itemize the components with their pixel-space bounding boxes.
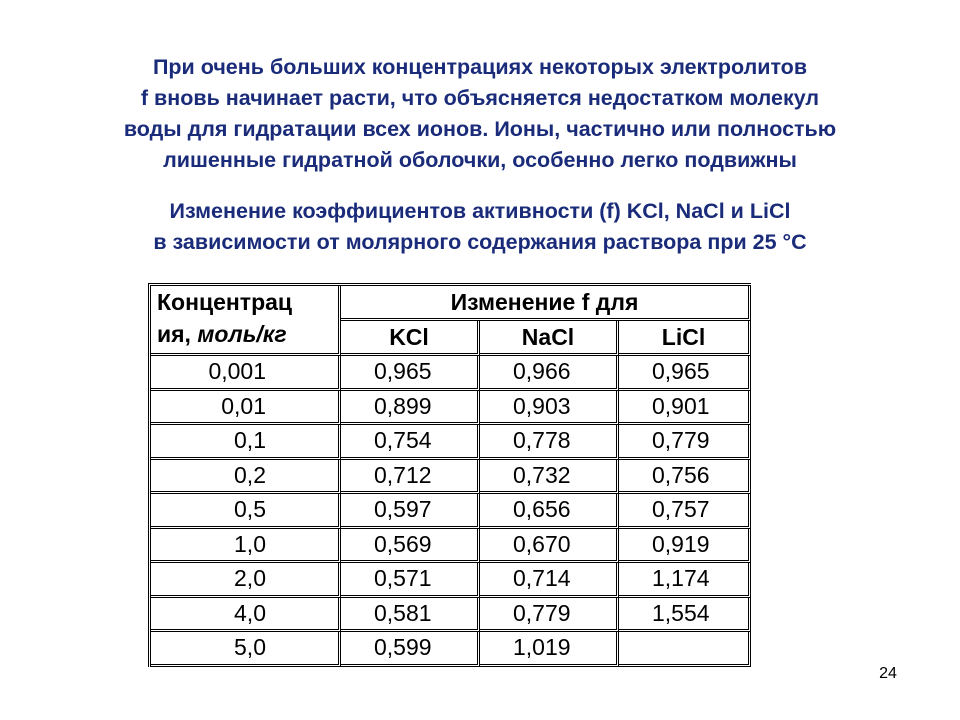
cell-kcl: 0,597 — [341, 494, 480, 529]
cell-conc: 2,0 — [151, 563, 341, 598]
cell-conc: 0,01 — [151, 391, 341, 426]
header-concentration — [151, 286, 341, 356]
activity-coefficient-table — [148, 283, 751, 667]
cell-licl: 0,756 — [619, 460, 751, 495]
cell-conc: 5,0 — [151, 632, 341, 667]
table-row — [151, 425, 751, 460]
header-kcl: KCl — [341, 321, 480, 356]
intro-line: лишенные гидратной оболочки, особенно легко подвижны — [163, 148, 797, 172]
cell-kcl: 0,569 — [341, 529, 480, 564]
header-change-f: Изменение f для — [341, 286, 751, 321]
header-licl: LiCl — [619, 321, 751, 356]
header-conc-prefix: ия, — [157, 321, 198, 347]
cell-kcl: 0,581 — [341, 598, 480, 633]
cell-kcl: 0,754 — [341, 425, 480, 460]
table-row — [151, 494, 751, 529]
cell-nacl: 0,714 — [480, 563, 619, 598]
cell-conc: 4,0 — [151, 598, 341, 633]
cell-nacl: 1,019 — [480, 632, 619, 667]
table-row — [151, 598, 751, 633]
cell-conc: 0,001 — [151, 356, 341, 391]
cell-nacl: 0,670 — [480, 529, 619, 564]
cell-licl: 0,965 — [619, 356, 751, 391]
intro-paragraph — [0, 52, 960, 176]
page-number: 24 — [879, 665, 897, 682]
header-nacl: NaCl — [480, 321, 619, 356]
caption-line: Изменение коэффициентов активности (f) KCl, NaCl и LiCl — [169, 199, 791, 223]
cell-licl: 0,757 — [619, 494, 751, 529]
cell-licl: 0,779 — [619, 425, 751, 460]
table-row — [151, 563, 751, 598]
header-conc-line2 — [157, 319, 338, 349]
cell-conc: 0,2 — [151, 460, 341, 495]
cell-kcl: 0,712 — [341, 460, 480, 495]
table-row — [151, 391, 751, 426]
cell-nacl: 0,779 — [480, 598, 619, 633]
cell-nacl: 0,656 — [480, 494, 619, 529]
cell-nacl: 0,732 — [480, 460, 619, 495]
table-row — [151, 632, 751, 667]
table-row — [151, 460, 751, 495]
cell-nacl: 0,966 — [480, 356, 619, 391]
intro-line: воды для гидратации всех ионов. Ионы, частично или полностью — [123, 117, 837, 141]
cell-kcl: 0,899 — [341, 391, 480, 426]
caption-line: в зависимости от молярного содержания раствора при 25 °С — [153, 230, 807, 254]
cell-kcl: 0,965 — [341, 356, 480, 391]
cell-kcl: 0,599 — [341, 632, 480, 667]
cell-licl: 1,554 — [619, 598, 751, 633]
header-conc-line1: Концентрац — [157, 289, 293, 315]
cell-conc: 1,0 — [151, 529, 341, 564]
intro-line: При очень больших концентрациях некоторых электролитов — [152, 55, 808, 79]
cell-licl: 0,919 — [619, 529, 751, 564]
header-conc-unit: моль/кг — [197, 321, 287, 347]
cell-kcl: 0,571 — [341, 563, 480, 598]
cell-licl — [619, 632, 751, 667]
cell-conc: 0,5 — [151, 494, 341, 529]
table-row — [151, 529, 751, 564]
cell-conc: 0,1 — [151, 425, 341, 460]
cell-licl: 0,901 — [619, 391, 751, 426]
table-caption — [0, 196, 960, 258]
cell-licl: 1,174 — [619, 563, 751, 598]
cell-nacl: 0,778 — [480, 425, 619, 460]
intro-line: f вновь начинает расти, что объясняется недостатком молекул — [140, 86, 820, 110]
table-row — [151, 356, 751, 391]
cell-nacl: 0,903 — [480, 391, 619, 426]
